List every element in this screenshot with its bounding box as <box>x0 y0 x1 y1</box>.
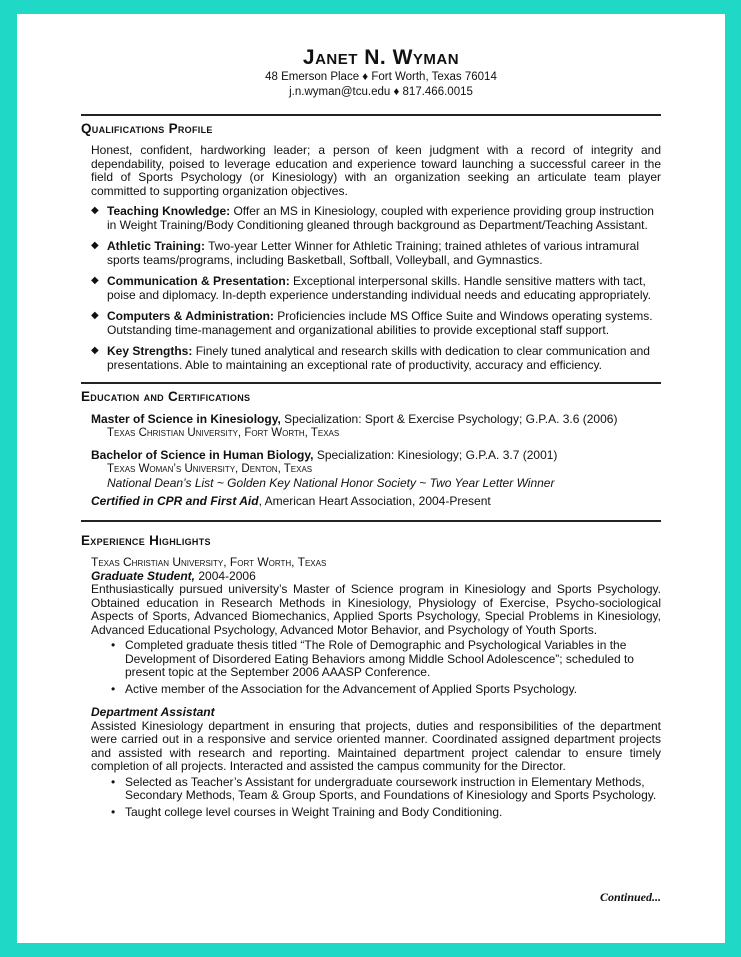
qualifications-summary: Honest, confident, hardworking leader; a person of keen judgment with a record of integrity and dependability, poised to leverage education and experience toward launching a successful career in the field of Sports Psychology (or Kinesiology) with an organization seeking an articulate team player committed to supporting organization objectives. <box>91 143 661 198</box>
experience-section <box>91 556 661 819</box>
qualification-label: Teaching Knowledge: <box>107 204 231 218</box>
role-graduate-student <box>91 570 661 584</box>
degree-title: Bachelor of Science in Human Biology, <box>91 448 314 462</box>
bullet-icon: • <box>111 804 116 819</box>
diamond-bullet-icon: ◆ <box>91 310 99 321</box>
qualification-text: Finely tuned analytical and research skills with dedication to clear communication and presentations. Able to maintaining an exceptional rate of productivity, accuracy and efficiency. <box>107 344 650 372</box>
role-bullets <box>91 776 661 820</box>
bullet-icon: • <box>111 681 116 696</box>
education-heading: Education and Certifications <box>81 389 251 404</box>
qualifications-heading: Qualifications Profile <box>81 121 213 136</box>
diamond-bullet-icon: ◆ <box>91 275 99 286</box>
degree-honors: National Dean’s List ~ Golden Key National Honor Society ~ Two Year Letter Winner <box>107 476 555 490</box>
section-divider <box>81 520 661 522</box>
certification <box>91 494 661 508</box>
diamond-bullet-icon: ◆ <box>91 240 99 251</box>
role-description: Assisted Kinesiology department in ensuring that projects, duties and responsibilities of the department were carried out in a responsive and service oriented manner. Coordinated assigned department projects and assisted with research and reporting. Maintained department project calendar to ensure timely completion of all projects. Interacted and assisted the campus community for the Director. <box>91 718 661 773</box>
degree-masters <box>91 412 661 426</box>
role-bullet-text: Active member of the Association for the Advancement of Applied Sports Psychology. <box>125 681 578 696</box>
role-description: Enthusiastically pursued university’s Master of Science program in Kinesiology and Sports Psychology. Obtained education in Research Methods in Kinesiology, Physiology of Exercise, Psycho-sociological Aspects of Sports, Advanced Biomechanics, Applied Sports Psychology, Special Problems in Kinesiology, Advanced Educational Psychology, Advanced Motor Behavior, and Psychology of Youth Sports. <box>91 582 661 637</box>
bullet-icon: • <box>111 774 116 789</box>
role-bullet-text: Selected as Teacher’s Assistant for undergraduate coursework instruction in Elementary Methods, Secondary Methods, Team & Group Sports, and Foundations of Kinesiology and Sports Psychology. <box>125 774 657 802</box>
role-bullet-text: Completed graduate thesis titled “The Role of Demographic and Psychological Variables in the Development of Disordered Eating Behaviors among Middle School Adolescence”; scheduled to present topic at the September 2006 AAASP Conference. <box>125 638 634 679</box>
section-divider <box>81 114 661 116</box>
degree-bachelors <box>91 448 661 462</box>
qualification-label: Computers & Administration: <box>107 309 274 323</box>
qualification-item <box>81 344 661 372</box>
degree-detail: Specialization: Sport & Exercise Psychology; G.P.A. 3.6 (2006) <box>280 412 618 426</box>
role-bullet <box>91 776 661 803</box>
resume-contact: j.n.wyman@tcu.edu ♦ 817.466.0015 <box>289 86 473 98</box>
qualification-text: Exceptional interpersonal skills. Handle sensitive matters with tact, poise and diplomacy. In-depth experience understanding individual needs and educating appropriately. <box>107 274 651 302</box>
cert-title: Certified in CPR and First Aid <box>91 494 259 508</box>
degree-school: Texas Christian University, Fort Worth, Texas <box>107 427 340 439</box>
education-section <box>91 412 661 508</box>
role-bullet <box>91 683 661 697</box>
qualification-item <box>81 239 661 267</box>
section-divider <box>81 382 661 384</box>
qualifications-list <box>81 204 661 372</box>
role-title: Department Assistant <box>91 705 215 719</box>
experience-heading: Experience Highlights <box>81 533 211 548</box>
qualification-text: Offer an MS in Kinesiology, coupled with experience providing group instruction in Weight Training/Body Conditioning gleaned through background as Department/Teaching Assistant. <box>107 204 654 232</box>
continued-note: Continued... <box>599 890 661 904</box>
resume-content <box>81 46 661 823</box>
qualification-item <box>81 204 661 232</box>
qualification-item <box>81 309 661 337</box>
degree-school: Texas Woman’s University, Denton, Texas <box>107 463 313 475</box>
resume-address: 48 Emerson Place ♦ Fort Worth, Texas 76014 <box>265 71 497 83</box>
qualification-label: Athletic Training: <box>107 239 206 253</box>
qualification-text: Proficiencies include MS Office Suite and Windows operating systems. Outstanding time-management and organizational abilities to provide exceptional staff support. <box>107 309 653 337</box>
qualification-label: Communication & Presentation: <box>107 274 290 288</box>
role-bullet <box>91 806 661 820</box>
role-title: Graduate Student, <box>91 568 196 583</box>
role-dates: 2004-2006 <box>195 568 256 583</box>
degree-detail: Specialization: Kinesiology; G.P.A. 3.7 (2001) <box>313 448 558 462</box>
role-bullet <box>91 639 661 680</box>
cert-detail: , American Heart Association, 2004-Present <box>258 494 491 508</box>
qualification-item <box>81 274 661 302</box>
qualification-text: Two-year Letter Winner for Athletic Training; trained athletes of various intramural sports teams/programs, including Basketball, Softball, Volleyball, and Gymnastics. <box>107 239 639 267</box>
role-bullet-text: Taught college level courses in Weight Training and Body Conditioning. <box>125 804 503 819</box>
qualification-label: Key Strengths: <box>107 344 193 358</box>
resume-name: Janet N. Wyman <box>302 46 460 69</box>
role-bullets <box>91 639 661 696</box>
employer: Texas Christian University, Fort Worth, Texas <box>91 555 327 569</box>
resume-page <box>17 14 725 943</box>
diamond-bullet-icon: ◆ <box>91 345 99 356</box>
degree-title: Master of Science in Kinesiology, <box>91 412 281 426</box>
bullet-icon: • <box>111 638 116 652</box>
diamond-bullet-icon: ◆ <box>91 205 99 216</box>
